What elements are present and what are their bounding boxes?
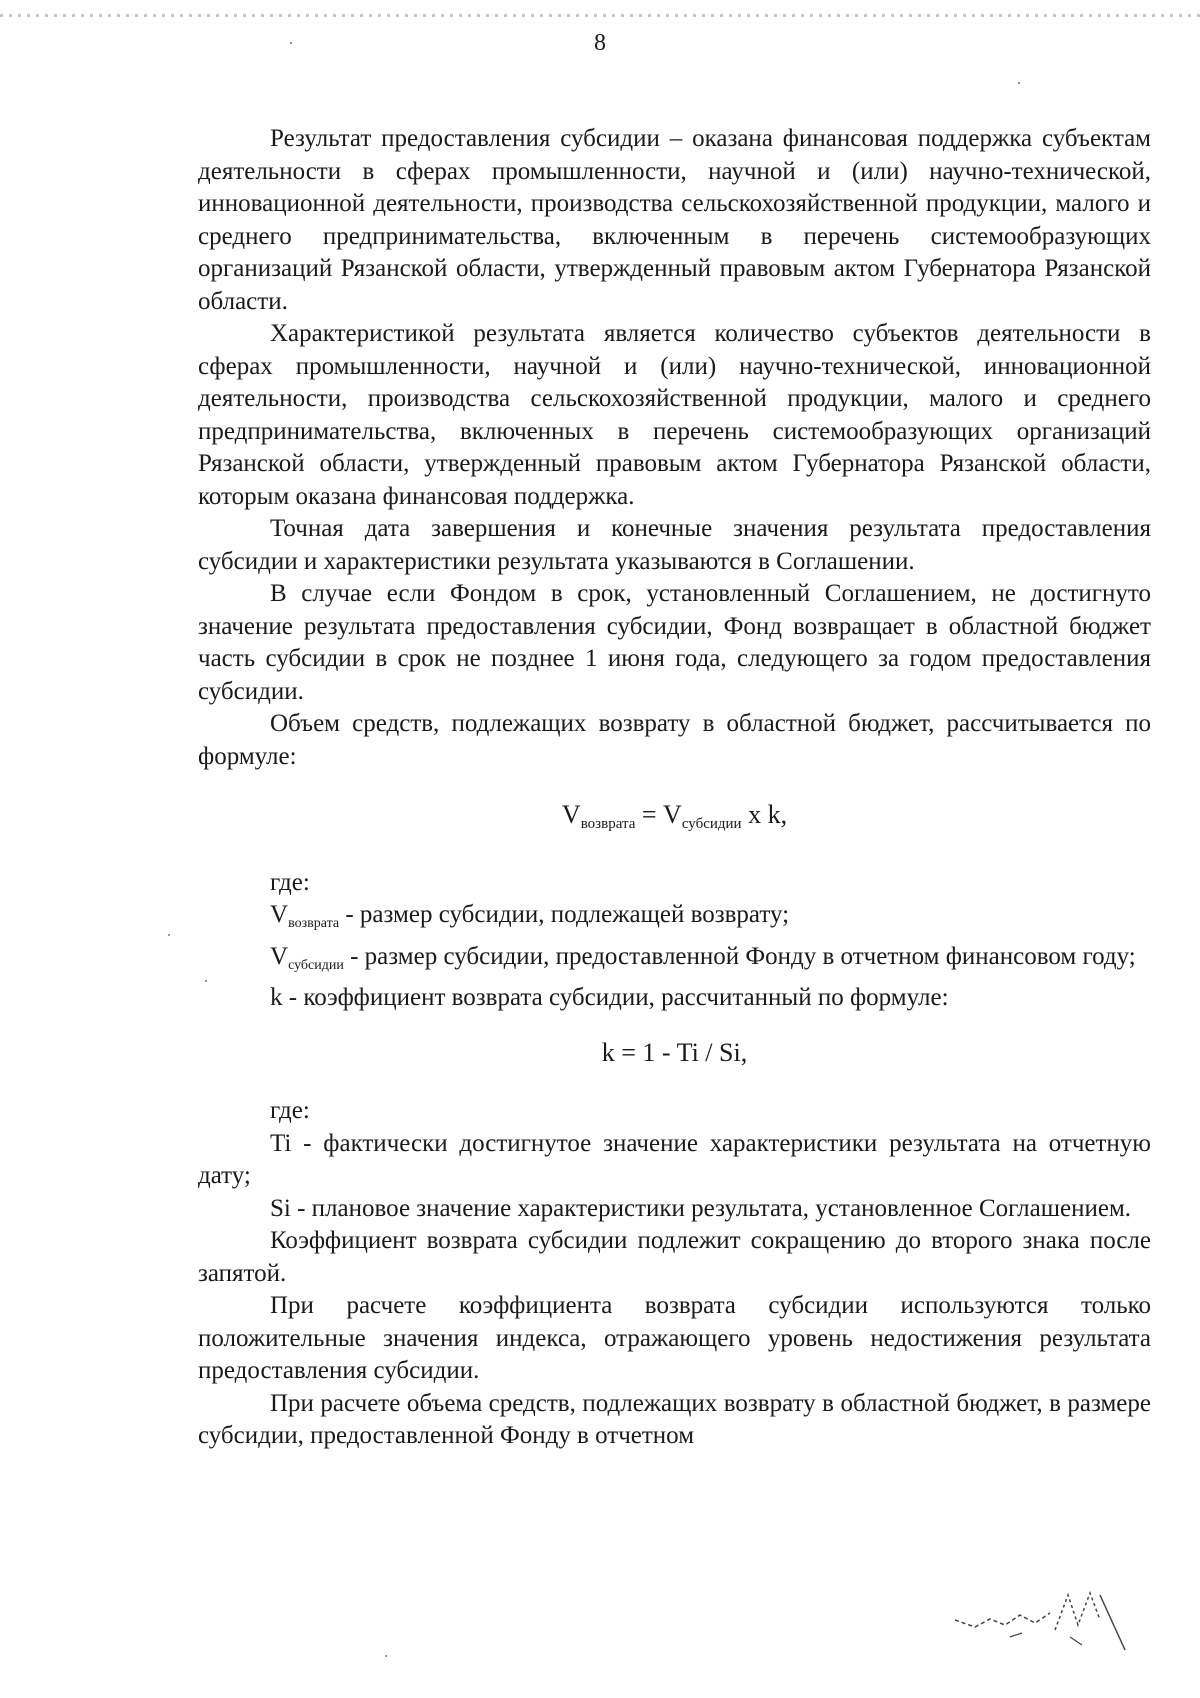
paragraph-volume: Объем средств, подлежащих возврату в областной бюджет, рассчитывается по формуле: — [198, 710, 1151, 770]
def-v: V — [270, 942, 289, 970]
definition-k: k - коэффициент возврата субсидии, рассчитанный по формуле: — [270, 984, 949, 1011]
paragraph-characteristic: Характеристикой результата является количество субъектов деятельности в сферах промышленности, научной и (или) научно-технической, инновационной деятельности, производства сельскохозяйственной продукции, малого и среднего предпринимательства, включенных в перечень системообразующих организаций Рязанской области, утвержденный правовым актом Губернатора Рязанской области, которым оказана финансовая поддержка. — [198, 320, 1151, 510]
def-sub: возврата — [288, 916, 340, 931]
definition-v-return — [198, 899, 1151, 941]
paragraph-rounding: Коэффициент возврата субсидии подлежит сокращению до второго знака после запятой. — [198, 1227, 1151, 1287]
definition-v-subsidy — [198, 941, 1151, 983]
scan-speck — [205, 980, 207, 982]
scan-speck — [290, 42, 292, 44]
scan-artifact-line — [0, 14, 1200, 17]
where-label-2: где: — [270, 1097, 310, 1124]
definition-ti: Ti - фактически достигнутое значение характеристики результата на отчетную дату; — [198, 1129, 1151, 1189]
paragraph-date: Точная дата завершения и конечные значения результата предоставления субсидии и характеристики результата указываются в Соглашении. — [198, 515, 1151, 575]
paragraph-result: Результат предоставления субсидии – оказана финансовая поддержка субъектам деятельности в сферах промышленности, научной и (или) научно-технической, инновационной деятельности, производства сельскохозяйственной продукции, малого и среднего предпринимательства, включенным в перечень системообразующих организаций Рязанской области, утвержденный правовым актом Губернатора Рязанской области. — [198, 125, 1151, 315]
formula-volume — [198, 799, 1151, 841]
paragraph-return-case: В случае если Фондом в срок, установленный Соглашением, не достигнуто значение результата предоставления субсидии, Фонд возвращает в областной бюджет часть субсидии в срок не позднее 1 июня года, следующего за годом предоставления субсидии. — [198, 580, 1151, 705]
document-body — [198, 123, 1151, 1453]
formula-eq: = — [635, 800, 664, 829]
formula-v1: V — [561, 800, 581, 829]
page-number: 8 — [594, 30, 606, 56]
def-v: V — [270, 901, 289, 928]
scan-speck — [168, 934, 170, 936]
formula-sub-return: возврата — [580, 816, 636, 832]
where-label-1: где: — [270, 868, 310, 896]
formula-sub-subsidy: субсидии — [681, 816, 742, 832]
formula-rest: x k, — [741, 800, 788, 829]
def-text: - размер субсидии, подлежащей возврату; — [339, 901, 790, 928]
paragraph-volume-calc: При расчете объема средств, подлежащих возврату в областной бюджет, в размере субсидии, предоставленной Фонду в отчетном — [198, 1389, 1151, 1449]
definition-si: Si - плановое значение характеристики результата, установленное Соглашением. — [270, 1194, 1132, 1222]
scan-speck — [1018, 82, 1020, 84]
formula-k: k = 1 - Ti / Si, — [601, 1037, 748, 1067]
paragraph-positive-values: При расчете коэффициента возврата субсидии используются только положительные значения индекса, отражающего уровень недостижения результата предоставления субсидии. — [198, 1292, 1151, 1384]
def-sub: субсидии — [288, 957, 344, 973]
scan-speck — [385, 1655, 387, 1657]
formula-v2: V — [663, 800, 682, 829]
def-text: - размер субсидии, предоставленной Фонду в отчетном финансовом году; — [343, 942, 1136, 970]
signature-mark — [950, 1575, 1140, 1665]
